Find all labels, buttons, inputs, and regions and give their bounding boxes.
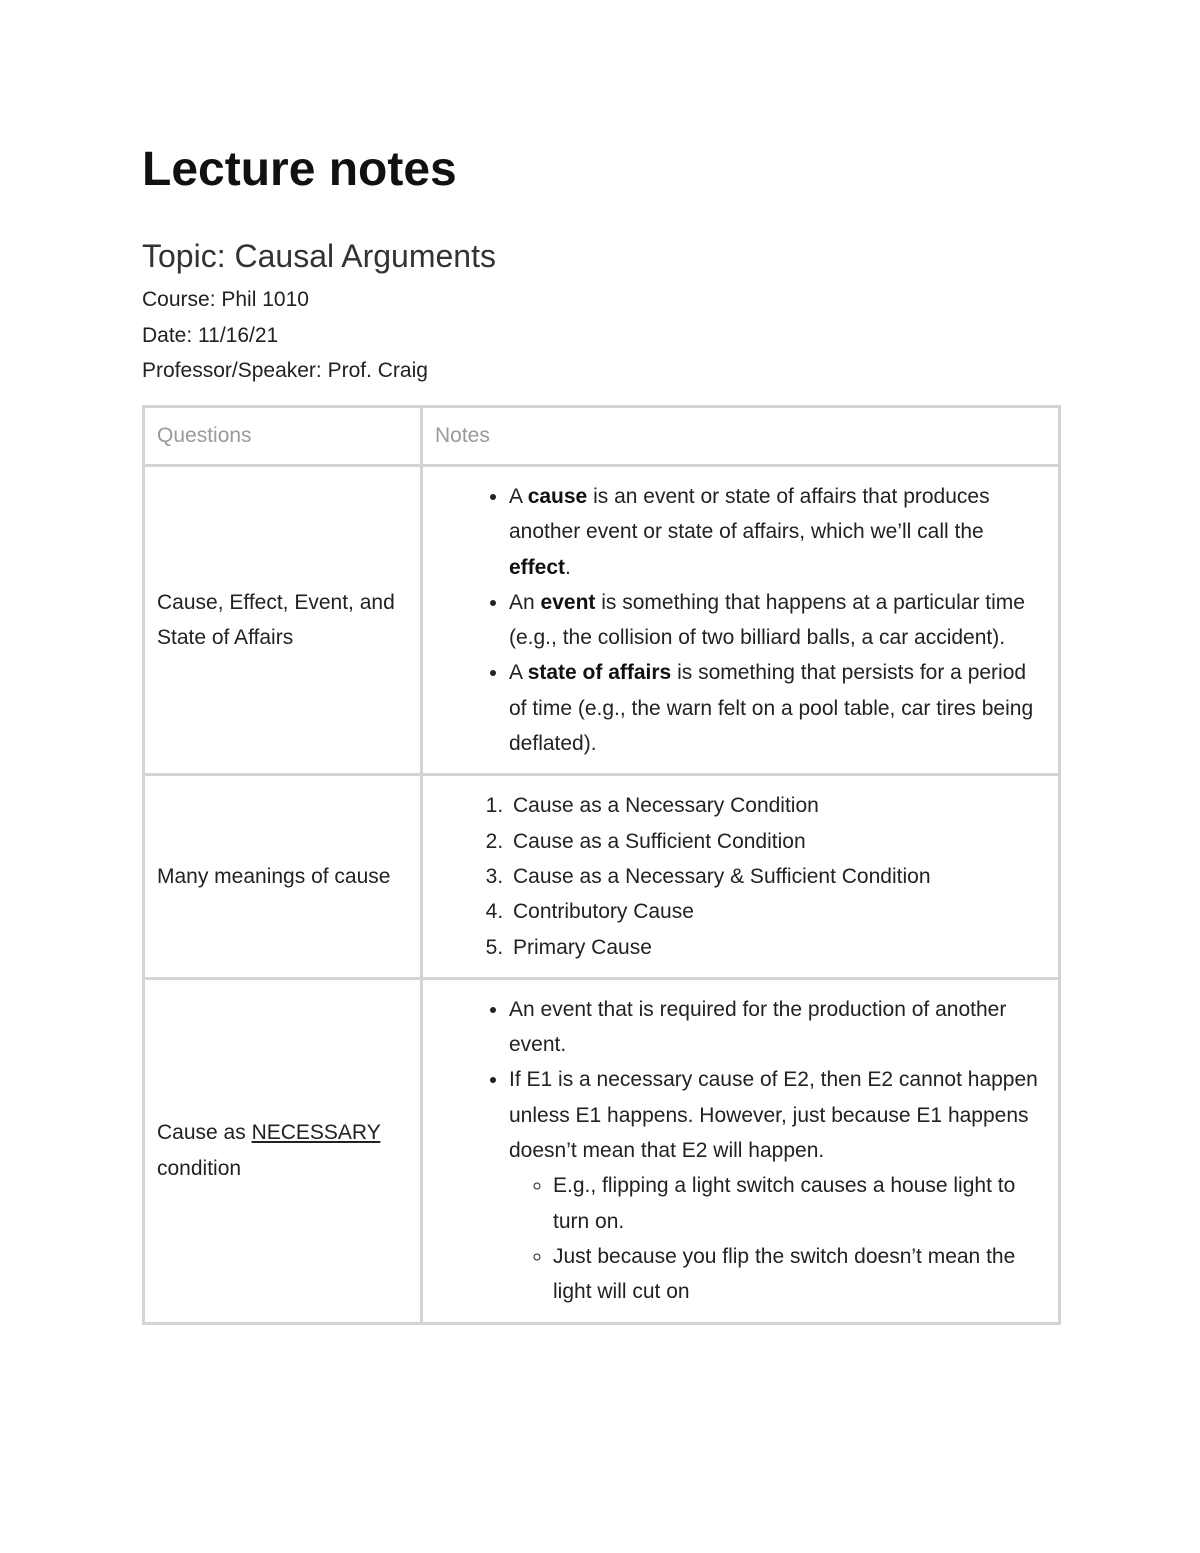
table-header-row	[144, 407, 1060, 466]
notes-cell	[422, 775, 1060, 978]
speaker-line: Professor/Speaker: Prof. Craig	[142, 359, 428, 382]
notes-table	[142, 405, 1061, 1325]
notes-bullet-list	[435, 479, 1038, 761]
text-run: An	[509, 590, 541, 614]
list-item	[509, 655, 1038, 761]
text-run: If E1 is a necessary cause of E2, then E2 cannot happen unless E1 happens. However, just because E1 happens doesn’t mean that E2 will happen.	[509, 1068, 1038, 1163]
list-item: 5. Primary Cause	[509, 930, 1038, 965]
text-run: is an event or state of affairs that produces another event or state of affairs, which we’ll call the	[509, 485, 990, 544]
list-item	[509, 1062, 1038, 1309]
notes-sub-bullet-list	[509, 1168, 1038, 1309]
list-item: 3. Cause as a Necessary & Sufficient Condition	[509, 859, 1038, 894]
notes-cell	[422, 466, 1060, 775]
lecture-meta	[142, 282, 428, 389]
list-item	[509, 585, 1038, 656]
bold-term: effect	[509, 555, 566, 579]
text-run: A	[509, 661, 528, 685]
underlined-term: NECESSARY	[251, 1121, 381, 1145]
bold-term: cause	[527, 485, 588, 508]
text-run: Cause as	[157, 1121, 252, 1145]
table-row	[144, 775, 1060, 978]
question-cell: Cause, Effect, Event, and State of Affairs	[144, 466, 422, 775]
notes-numbered-list	[435, 788, 1038, 964]
text-run: A	[509, 485, 528, 508]
notes-bullet-list	[435, 992, 1038, 1310]
list-item: 4. Contributory Cause	[509, 894, 1038, 929]
text-run: is something that persists for a period of time (e.g., the warn felt on a pool table, car tires being deflated).	[509, 661, 1034, 756]
table-row	[144, 466, 1060, 775]
topic-heading: Topic: Causal Arguments	[142, 238, 496, 274]
text-run: .	[565, 555, 571, 579]
page-title: Lecture notes	[142, 143, 457, 196]
list-item: • An event that is required for the production of another event.	[509, 992, 1038, 1063]
list-item	[509, 479, 1038, 585]
notes-cell	[422, 978, 1060, 1323]
bold-term: state of affairs	[527, 661, 672, 685]
date-line: Date: 11/16/21	[142, 323, 279, 347]
table-row	[144, 978, 1060, 1323]
course-line: Course: Phil 1010	[142, 288, 309, 311]
list-item: 2. Cause as a Sufficient Condition	[509, 824, 1038, 859]
list-item: 1. Cause as a Necessary Condition	[509, 788, 1038, 823]
question-cell: Many meanings of cause	[144, 775, 422, 978]
notes-header: Notes	[422, 407, 1060, 466]
text-run: is something that happens at a particular time (e.g., the collision of two billiard balls, a car accident).	[509, 590, 1025, 650]
questions-header: Questions	[144, 407, 422, 466]
bold-term: event	[540, 590, 596, 614]
list-item: ◦ Just because you flip the switch doesn’t mean the light will cut on	[553, 1239, 1038, 1310]
list-item: ◦ E.g., flipping a light switch causes a house light to turn on.	[553, 1168, 1038, 1239]
text-run: condition	[157, 1156, 242, 1180]
question-cell	[144, 978, 422, 1323]
